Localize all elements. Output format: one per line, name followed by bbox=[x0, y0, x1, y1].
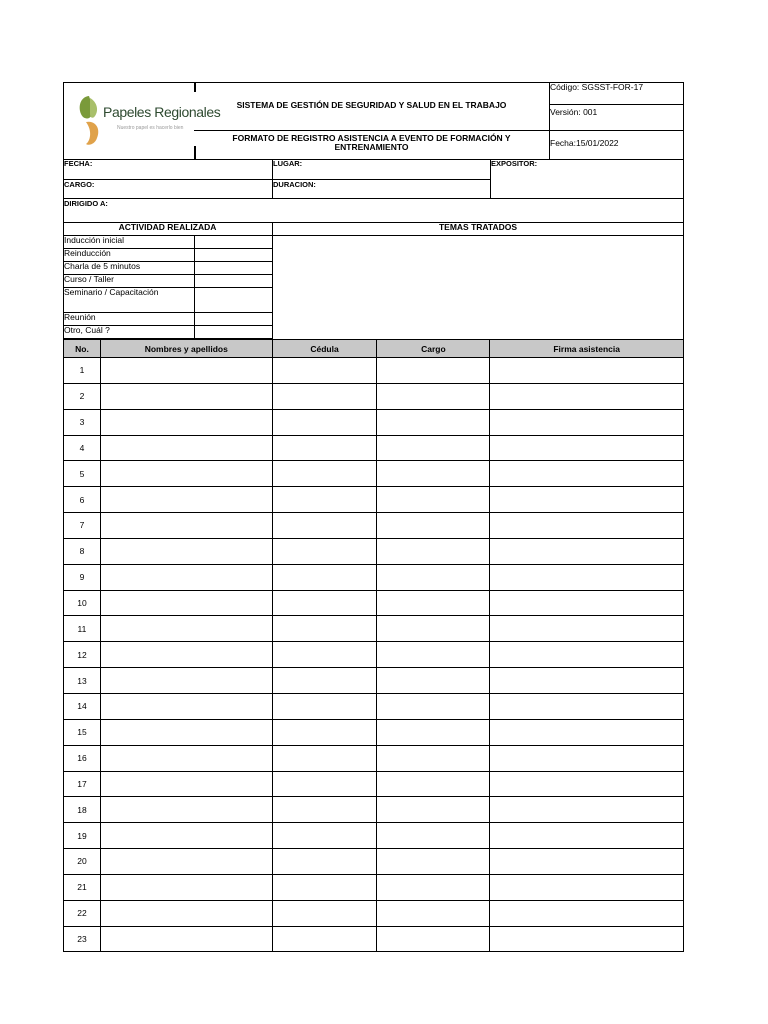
system-title: SISTEMA DE GESTIÓN DE SEGURIDAD Y SALUD EN EL TRABAJO bbox=[236, 100, 507, 110]
attendance-cell[interactable] bbox=[377, 642, 490, 668]
attendance-cell[interactable] bbox=[377, 693, 490, 719]
attendance-cell[interactable] bbox=[490, 358, 684, 384]
attendance-cell[interactable] bbox=[377, 358, 490, 384]
attendance-cell[interactable] bbox=[272, 409, 377, 435]
attendance-cell[interactable] bbox=[490, 513, 684, 539]
column-header: Cargo bbox=[377, 340, 490, 358]
activity-label: Curso / Taller bbox=[63, 275, 195, 288]
attendance-cell[interactable] bbox=[272, 358, 377, 384]
attendance-cell[interactable] bbox=[272, 668, 377, 694]
row-number: 9 bbox=[64, 564, 101, 590]
attendance-table bbox=[63, 339, 684, 952]
activity-list bbox=[63, 235, 273, 339]
row-number: 15 bbox=[64, 719, 101, 745]
attendance-cell[interactable] bbox=[100, 668, 272, 694]
attendance-cell[interactable] bbox=[100, 435, 272, 461]
attendance-cell[interactable] bbox=[490, 693, 684, 719]
row-number: 18 bbox=[64, 797, 101, 823]
attendance-cell[interactable] bbox=[377, 538, 490, 564]
logo-mark-icon bbox=[77, 94, 101, 146]
activity-row bbox=[63, 275, 273, 288]
activity-check-cell[interactable] bbox=[195, 249, 273, 262]
attendance-cell[interactable] bbox=[490, 745, 684, 771]
activity-check-cell[interactable] bbox=[195, 236, 273, 249]
activity-title: ACTIVIDAD REALIZADA bbox=[118, 222, 217, 232]
attendance-cell[interactable] bbox=[377, 564, 490, 590]
row-number: 23 bbox=[64, 926, 101, 952]
table-row bbox=[64, 926, 684, 952]
attendance-cell[interactable] bbox=[100, 823, 272, 849]
attendance-cell[interactable] bbox=[100, 590, 272, 616]
attendance-cell[interactable] bbox=[490, 642, 684, 668]
attendance-cell[interactable] bbox=[377, 745, 490, 771]
activity-row bbox=[63, 326, 273, 339]
attendance-cell[interactable] bbox=[100, 771, 272, 797]
attendance-cell[interactable] bbox=[377, 823, 490, 849]
row-number: 10 bbox=[64, 590, 101, 616]
attendance-cell[interactable] bbox=[377, 668, 490, 694]
attendance-cell[interactable] bbox=[490, 487, 684, 513]
activity-check-cell[interactable] bbox=[195, 313, 273, 326]
attendance-header-row bbox=[64, 340, 684, 358]
attendance-cell[interactable] bbox=[100, 461, 272, 487]
table-row bbox=[64, 771, 684, 797]
attendance-cell[interactable] bbox=[377, 409, 490, 435]
attendance-cell[interactable] bbox=[100, 513, 272, 539]
activity-row bbox=[63, 249, 273, 262]
table-row bbox=[64, 719, 684, 745]
attendance-cell[interactable] bbox=[490, 435, 684, 461]
attendance-cell[interactable] bbox=[100, 849, 272, 875]
row-number: 11 bbox=[64, 616, 101, 642]
attendance-cell[interactable] bbox=[377, 383, 490, 409]
activity-label: Seminario / Capacitación bbox=[63, 288, 195, 313]
attendance-cell[interactable] bbox=[100, 487, 272, 513]
activity-check-cell[interactable] bbox=[195, 288, 273, 313]
attendance-cell[interactable] bbox=[272, 926, 377, 952]
info-block bbox=[63, 159, 684, 223]
row-number: 19 bbox=[64, 823, 101, 849]
logo-divider bbox=[194, 82, 196, 92]
attendance-cell[interactable] bbox=[490, 719, 684, 745]
attendance-cell[interactable] bbox=[100, 642, 272, 668]
attendance-cell[interactable] bbox=[100, 383, 272, 409]
activity-row bbox=[63, 288, 273, 313]
attendance-cell[interactable] bbox=[100, 616, 272, 642]
attendance-cell[interactable] bbox=[272, 693, 377, 719]
table-row bbox=[64, 616, 684, 642]
attendance-cell[interactable] bbox=[377, 926, 490, 952]
info-row-divider-2 bbox=[63, 198, 684, 199]
table-row bbox=[64, 383, 684, 409]
attendance-cell[interactable] bbox=[100, 409, 272, 435]
row-number: 17 bbox=[64, 771, 101, 797]
table-row bbox=[64, 797, 684, 823]
attendance-cell[interactable] bbox=[490, 668, 684, 694]
attendance-cell[interactable] bbox=[377, 590, 490, 616]
expositor-label[interactable]: EXPOSITOR: bbox=[491, 159, 538, 168]
form-date: Fecha:15/01/2022 bbox=[550, 138, 619, 148]
attendance-cell[interactable] bbox=[490, 797, 684, 823]
table-row bbox=[64, 874, 684, 900]
table-row bbox=[64, 358, 684, 384]
cargo-label[interactable]: CARGO: bbox=[64, 180, 95, 189]
row-number: 22 bbox=[64, 900, 101, 926]
row-number: 1 bbox=[64, 358, 101, 384]
row-number: 21 bbox=[64, 874, 101, 900]
row-number: 20 bbox=[64, 849, 101, 875]
attendance-cell[interactable] bbox=[100, 564, 272, 590]
title-divider bbox=[194, 130, 549, 131]
attendance-cell[interactable] bbox=[272, 616, 377, 642]
attendance-cell[interactable] bbox=[377, 616, 490, 642]
activity-check-cell[interactable] bbox=[195, 275, 273, 288]
activity-label: Charla de 5 minutos bbox=[63, 262, 195, 275]
table-row bbox=[64, 435, 684, 461]
attendance-cell[interactable] bbox=[377, 797, 490, 823]
attendance-cell[interactable] bbox=[272, 435, 377, 461]
lugar-label[interactable]: LUGAR: bbox=[273, 159, 303, 168]
table-row bbox=[64, 461, 684, 487]
logo-divider-bottom bbox=[194, 146, 196, 160]
table-row bbox=[64, 900, 684, 926]
fecha-label[interactable]: FECHA: bbox=[64, 159, 93, 168]
attendance-cell[interactable] bbox=[272, 719, 377, 745]
attendance-cell[interactable] bbox=[100, 538, 272, 564]
meta-row-divider-1 bbox=[549, 104, 684, 105]
table-row bbox=[64, 564, 684, 590]
column-header: Firma asistencia bbox=[490, 340, 684, 358]
activity-label: Inducción inicial bbox=[63, 236, 195, 249]
attendance-cell[interactable] bbox=[272, 487, 377, 513]
table-row bbox=[64, 487, 684, 513]
column-header: No. bbox=[64, 340, 101, 358]
attendance-cell[interactable] bbox=[490, 771, 684, 797]
attendance-cell[interactable] bbox=[272, 538, 377, 564]
row-number: 6 bbox=[64, 487, 101, 513]
table-row bbox=[64, 409, 684, 435]
attendance-cell[interactable] bbox=[490, 564, 684, 590]
table-row bbox=[64, 590, 684, 616]
attendance-cell[interactable] bbox=[100, 926, 272, 952]
activity-check-cell[interactable] bbox=[195, 262, 273, 275]
attendance-cell[interactable] bbox=[272, 461, 377, 487]
row-number: 4 bbox=[64, 435, 101, 461]
attendance-cell[interactable] bbox=[272, 849, 377, 875]
attendance-cell[interactable] bbox=[490, 874, 684, 900]
topics-title: TEMAS TRATADOS bbox=[438, 222, 518, 232]
row-number: 2 bbox=[64, 383, 101, 409]
company-name: Papeles Regionales bbox=[103, 104, 221, 120]
form-version: Versión: 001 bbox=[550, 107, 598, 117]
activity-label: Reinducción bbox=[63, 249, 195, 262]
attendance-cell[interactable] bbox=[272, 797, 377, 823]
row-number: 12 bbox=[64, 642, 101, 668]
column-header: Cédula bbox=[272, 340, 377, 358]
dirigido-label[interactable]: DIRIGIDO A: bbox=[64, 199, 108, 208]
attendance-cell[interactable] bbox=[272, 642, 377, 668]
attendance-cell[interactable] bbox=[377, 874, 490, 900]
attendance-cell[interactable] bbox=[100, 874, 272, 900]
attendance-cell[interactable] bbox=[377, 487, 490, 513]
attendance-cell[interactable] bbox=[490, 590, 684, 616]
company-logo bbox=[77, 94, 221, 146]
company-slogan: Nuestro papel es hacerlo bien bbox=[117, 125, 184, 131]
attendance-cell[interactable] bbox=[377, 461, 490, 487]
form-code: Código: SGSST-FOR-17 bbox=[550, 82, 644, 92]
attendance-cell[interactable] bbox=[377, 719, 490, 745]
row-number: 7 bbox=[64, 513, 101, 539]
activity-label: Reunión bbox=[63, 313, 195, 326]
row-number: 8 bbox=[64, 538, 101, 564]
activity-row bbox=[63, 313, 273, 326]
row-number: 14 bbox=[64, 693, 101, 719]
attendance-cell[interactable] bbox=[490, 538, 684, 564]
column-header: Nombres y apellidos bbox=[100, 340, 272, 358]
meta-row-divider-2 bbox=[549, 130, 684, 131]
attendance-cell[interactable] bbox=[272, 564, 377, 590]
activity-label: Otro, Cuál ? bbox=[63, 326, 195, 339]
activity-row bbox=[63, 262, 273, 275]
attendance-cell[interactable] bbox=[490, 926, 684, 952]
table-row bbox=[64, 823, 684, 849]
attendance-cell[interactable] bbox=[377, 513, 490, 539]
attendance-cell[interactable] bbox=[490, 383, 684, 409]
table-row bbox=[64, 668, 684, 694]
attendance-cell[interactable] bbox=[490, 616, 684, 642]
table-row bbox=[64, 745, 684, 771]
attendance-cell[interactable] bbox=[272, 745, 377, 771]
attendance-cell[interactable] bbox=[272, 590, 377, 616]
attendance-cell[interactable] bbox=[490, 900, 684, 926]
row-number: 16 bbox=[64, 745, 101, 771]
attendance-cell[interactable] bbox=[100, 900, 272, 926]
attendance-cell[interactable] bbox=[100, 745, 272, 771]
activity-row bbox=[63, 236, 273, 249]
attendance-cell[interactable] bbox=[272, 874, 377, 900]
attendance-cell[interactable] bbox=[272, 823, 377, 849]
attendance-cell[interactable] bbox=[272, 900, 377, 926]
table-row bbox=[64, 642, 684, 668]
attendance-cell[interactable] bbox=[377, 900, 490, 926]
row-number: 5 bbox=[64, 461, 101, 487]
attendance-cell[interactable] bbox=[490, 823, 684, 849]
attendance-cell[interactable] bbox=[490, 461, 684, 487]
table-row bbox=[64, 513, 684, 539]
row-number: 13 bbox=[64, 668, 101, 694]
attendance-cell[interactable] bbox=[272, 513, 377, 539]
attendance-cell[interactable] bbox=[272, 771, 377, 797]
table-row bbox=[64, 849, 684, 875]
activity-check-cell[interactable] bbox=[195, 326, 273, 339]
attendance-cell[interactable] bbox=[490, 409, 684, 435]
table-row bbox=[64, 693, 684, 719]
attendance-cell[interactable] bbox=[100, 358, 272, 384]
attendance-cell[interactable] bbox=[272, 383, 377, 409]
attendance-cell[interactable] bbox=[377, 849, 490, 875]
attendance-cell[interactable] bbox=[377, 771, 490, 797]
attendance-cell[interactable] bbox=[377, 435, 490, 461]
attendance-cell[interactable] bbox=[100, 693, 272, 719]
format-title: FORMATO DE REGISTRO ASISTENCIA A EVENTO DE FORMACIÓN Y ENTRENAMIENTO bbox=[232, 133, 511, 153]
attendance-cell[interactable] bbox=[100, 719, 272, 745]
row-number: 3 bbox=[64, 409, 101, 435]
attendance-cell[interactable] bbox=[490, 849, 684, 875]
table-row bbox=[64, 538, 684, 564]
duracion-label[interactable]: DURACION: bbox=[273, 180, 316, 189]
attendance-cell[interactable] bbox=[100, 797, 272, 823]
